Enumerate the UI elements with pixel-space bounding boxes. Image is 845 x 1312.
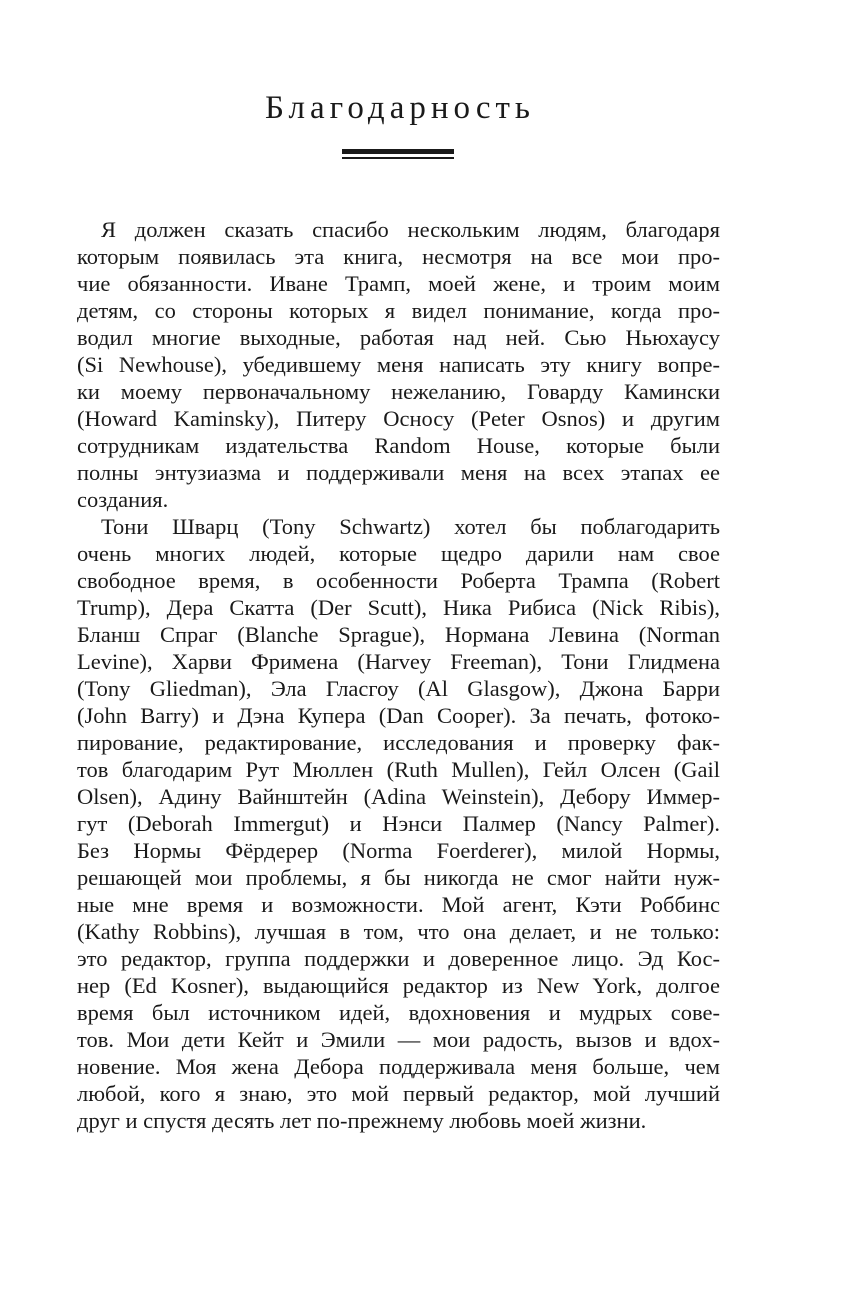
text-line: (John Barry) и Дэна Купера (Dan Cooper). За печать, фотоко- [77, 703, 720, 728]
text-line: очень многих людей, которые щедро дарили нам свое [77, 541, 720, 566]
text-line: Olsen), Адину Вайнштейн (Adina Weinstein), Дебору Иммер- [77, 784, 720, 809]
text-line: Levine), Харви Фримена (Harvey Freeman), Тони Глидмена [77, 649, 720, 674]
text-line: сотрудникам издательства Random House, которые были [77, 433, 720, 458]
paragraph-2 [77, 513, 720, 1134]
text-line: которым появилась эта книга, несмотря на все мои про- [77, 244, 720, 269]
page-title: Благодарность [265, 90, 535, 126]
text-line: (Tony Gliedman), Эла Гласгоу (Al Glasgow), Джона Барри [77, 676, 720, 701]
text-line: создания. [77, 487, 169, 512]
text-line: полны энтузиазма и поддерживали меня на всех этапах ее [77, 460, 720, 485]
text-line: это редактор, группа поддержки и доверенное лицо. Эд Кос- [77, 946, 720, 971]
text-line: свободное время, в особенности Роберта Трампа (Robert [77, 568, 720, 593]
text-line: время был источником идей, вдохновения и мудрых сове- [77, 1000, 720, 1025]
text-line: Бланш Спраг (Blanche Sprague), Нормана Левина (Norman [77, 622, 720, 647]
text-line: пирование, редактирование, исследования и проверку фак- [77, 730, 720, 755]
title-divider-thick [342, 149, 454, 154]
text-line: водил многие выходные, работая над ней. Сью Ньюхаусу [77, 325, 720, 350]
text-line: нер (Ed Kosner), выдающийся редактор из New York, долгое [77, 973, 720, 998]
text-line: ные мне время и возможности. Мой агент, Кэти Роббинс [77, 892, 720, 917]
paragraph-1 [77, 216, 720, 513]
text-line: Тони Шварц (Tony Schwartz) хотел бы поблагодарить [101, 514, 720, 539]
text-line: гут (Deborah Immergut) и Нэнси Палмер (Nancy Palmer). [77, 811, 720, 836]
text-line: (Si Newhouse), убедившему меня написать эту книгу вопре- [77, 352, 720, 377]
title-divider-thin [342, 157, 454, 159]
text-line: тов. Мои дети Кейт и Эмили — мои радость, вызов и вдох- [77, 1027, 720, 1052]
text-line: Я должен сказать спасибо нескольким людям, благодаря [101, 217, 720, 242]
acknowledgements-body [77, 216, 720, 1134]
text-line: тов благодарим Рут Мюллен (Ruth Mullen), Гейл Олсен (Gail [77, 757, 720, 782]
text-line: детям, со стороны которых я видел понимание, когда про- [77, 298, 720, 323]
text-line: (Kathy Robbins), лучшая в том, что она делает, и не только: [77, 919, 720, 944]
text-line: (Howard Kaminsky), Питеру Осносу (Peter Osnos) и другим [77, 406, 720, 431]
text-line: решающей мои проблемы, я бы никогда не смог найти нуж- [77, 865, 720, 890]
text-line: друг и спустя десять лет по-прежнему любовь моей жизни. [77, 1108, 647, 1133]
text-line: ки моему первоначальному нежеланию, Говарду Камински [77, 379, 720, 404]
text-line: чие обязанности. Иване Трамп, моей жене, и троим моим [77, 271, 720, 296]
text-line: любой, кого я знаю, это мой первый редактор, мой лучший [77, 1081, 720, 1106]
text-line: новение. Моя жена Дебора поддерживала меня больше, чем [77, 1054, 720, 1079]
text-line: Без Нормы Фёрдерер (Norma Foerderer), милой Нормы, [77, 838, 720, 863]
text-line: Trump), Дера Скатта (Der Scutt), Ника Рибиса (Nick Ribis), [77, 595, 720, 620]
